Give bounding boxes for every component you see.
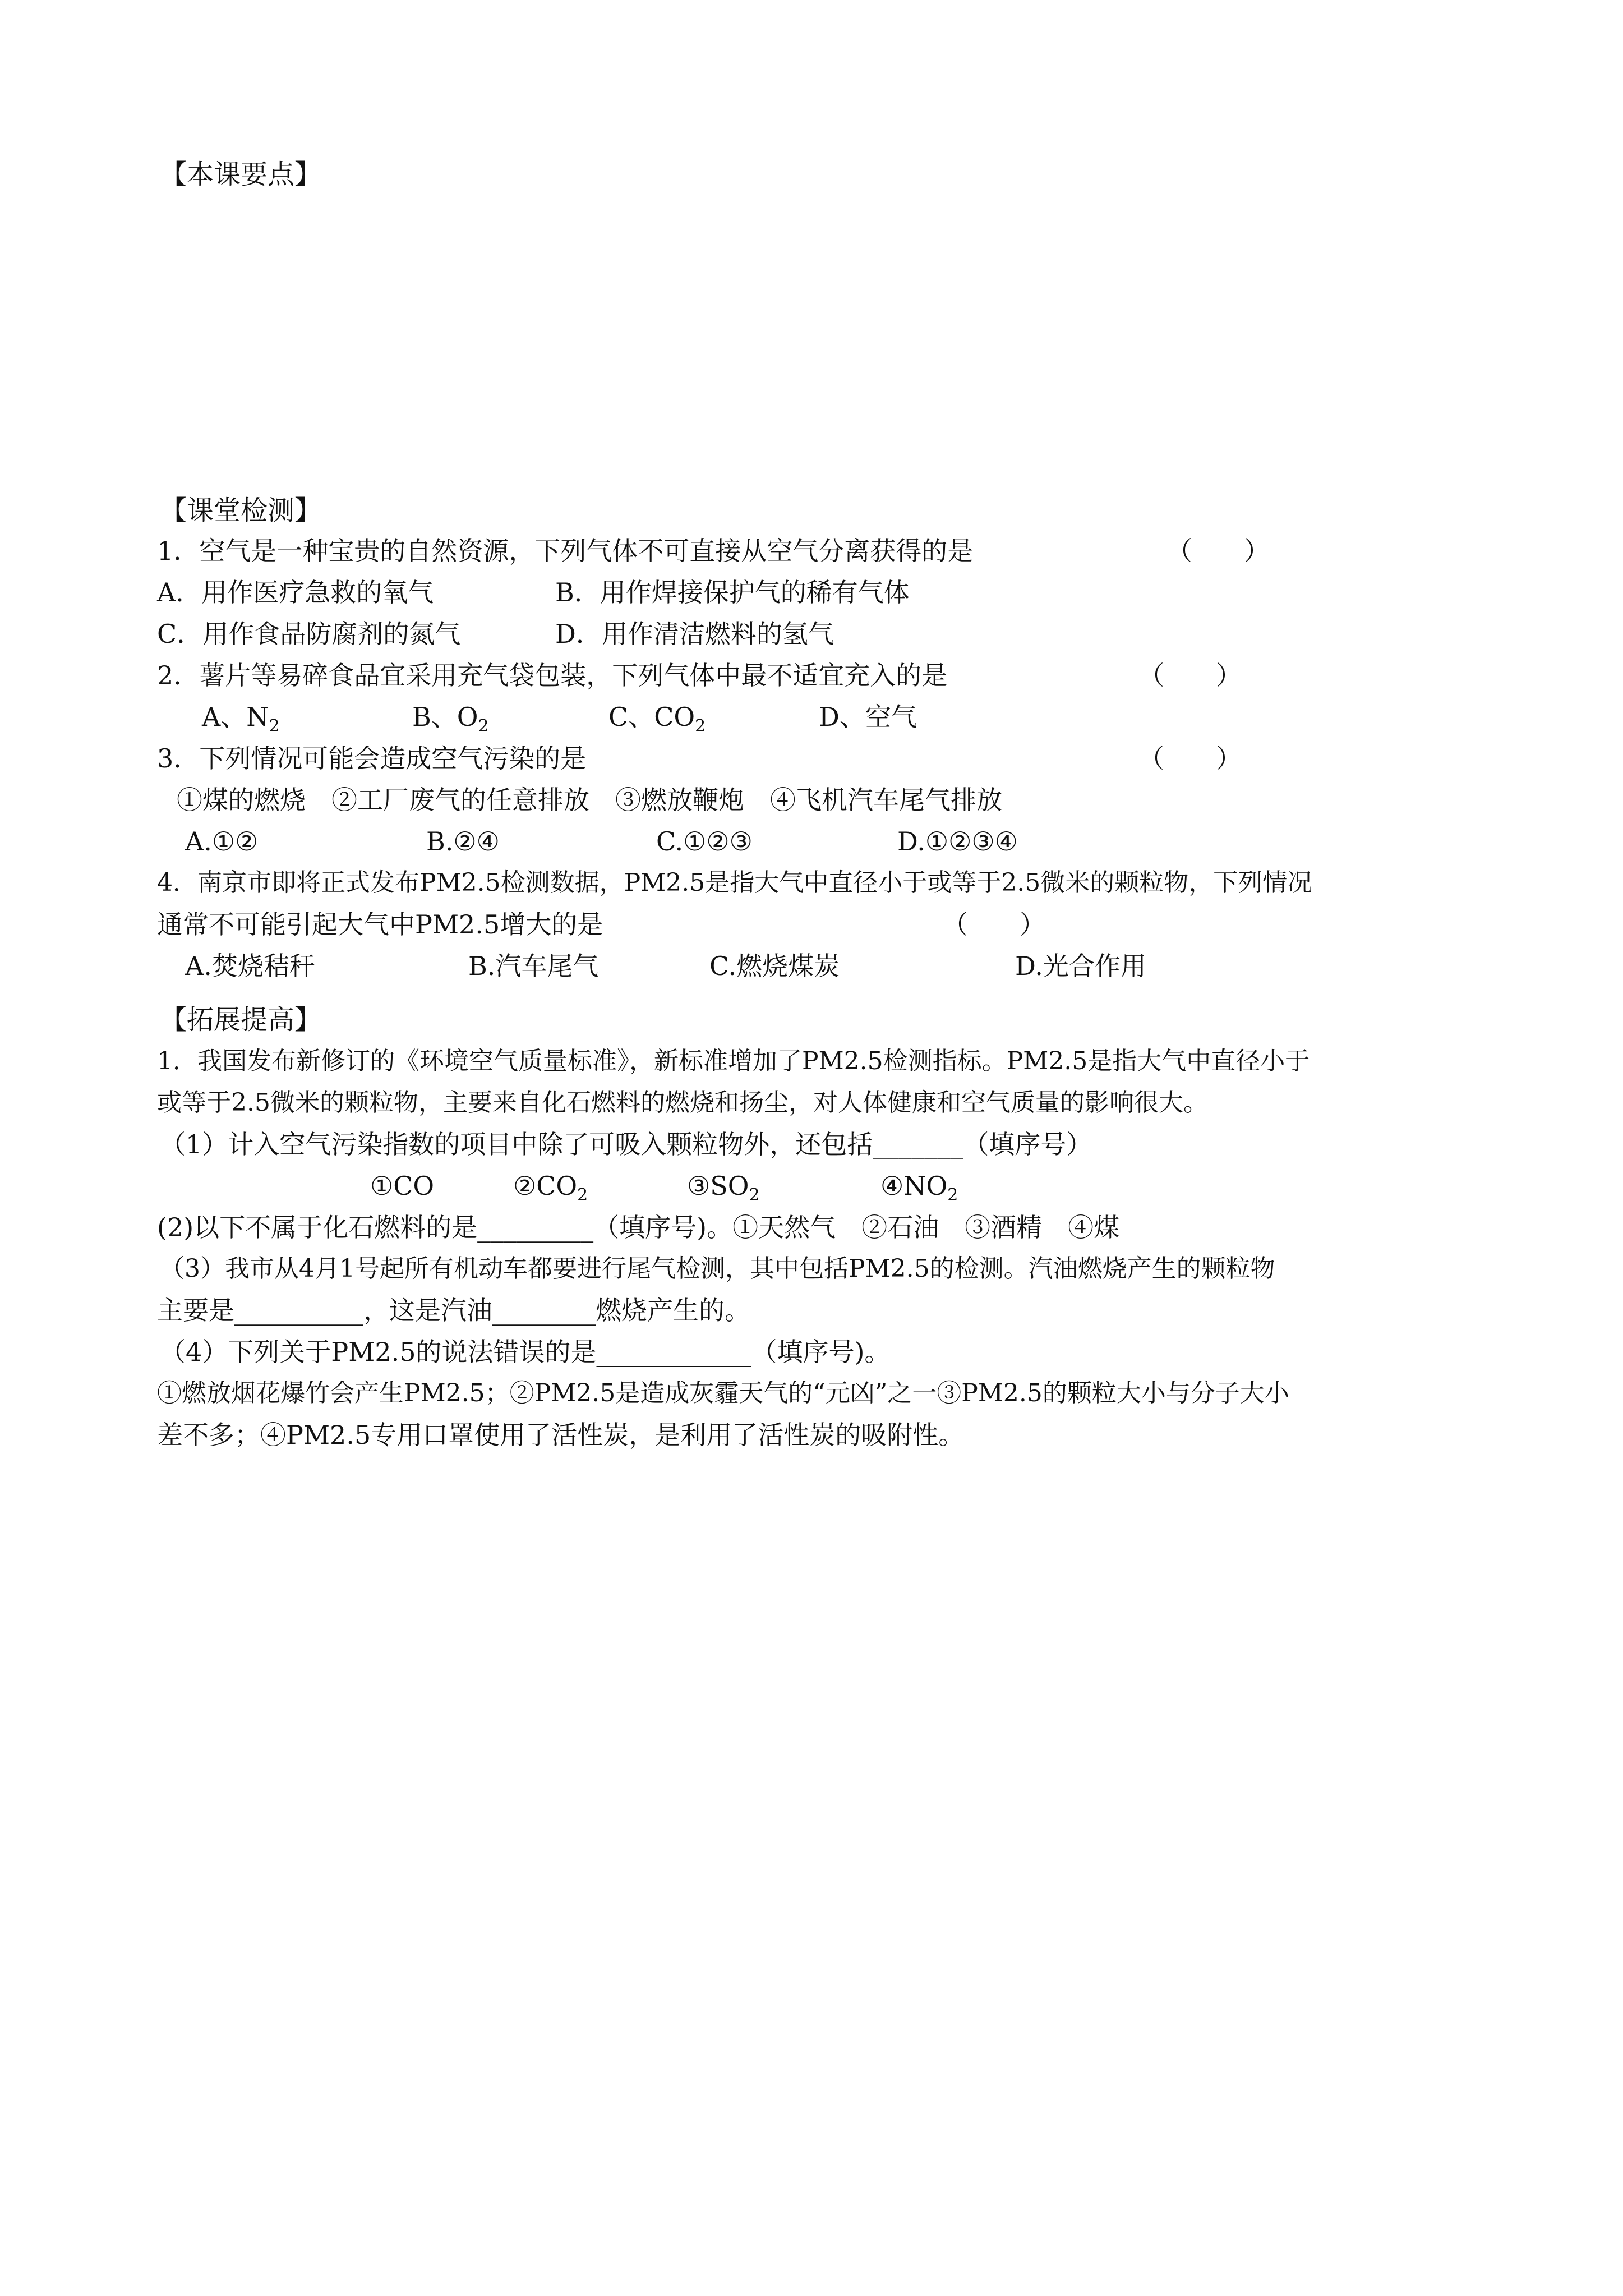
q2-option-d: D、空气 [819, 702, 917, 732]
q2-option-a: A、$N_2$ [202, 702, 280, 736]
ext-part1-option-4: $④NO_2$ [880, 1171, 958, 1205]
q1-option-b: B．用作焊接保护气的稀有气体 [555, 577, 910, 608]
ext-part3-line1: （3）我市从4月1号起所有机动车都要进行尾气检测，其中包括PM2.5的检测。汽油燃烧产生的颗粒物 [160, 1254, 1275, 1283]
ext-part1-option-2: $②CO_2$ [513, 1171, 588, 1205]
q2-option-b: B、$O_2$ [412, 702, 489, 736]
q1-option-a: A．用作医疗急救的氧气 [157, 577, 434, 608]
q3-items: ①煤的燃烧 ②工厂废气的任意排放 ③燃放鞭炮 ④飞机汽车尾气排放 [177, 785, 1002, 815]
q4-option-b: B.汽车尾气 [468, 951, 599, 981]
q4-stem-line2: 通常不可能引起大气中PM2.5增大的是 [157, 909, 603, 940]
q4-answer-paren: （ ） [942, 909, 1045, 940]
q3-option-a: A.①② [185, 826, 259, 857]
ext-part2-question: (2)以下不属于化石燃料的是_________（填序号)。①天然气 ②石油 ③酒精 ④煤 [157, 1212, 1120, 1243]
q3-option-b: B.②④ [426, 826, 500, 857]
ext-part4-line1: ①燃放烟花爆竹会产生PM2.5；②PM2.5是造成灰霾天气的“元凶”之一③PM2.5的颗粒大小与分子大小 [157, 1379, 1289, 1407]
ext-part3-line2: 主要是__________，这是汽油________燃烧产生的。 [157, 1295, 750, 1326]
section-heading-key-points: 【本课要点】 [160, 159, 322, 190]
ext-part4-question: （4）下列关于PM2.5的说法错误的是____________（填序号)。 [160, 1337, 891, 1367]
q3-stem: 3．下列情况可能会造成空气污染的是 [157, 743, 587, 774]
q4-option-a: A.焚烧秸秆 [185, 951, 315, 981]
q4-option-d: D.光合作用 [1015, 951, 1146, 981]
ext-intro-line2: 或等于2.5微米的颗粒物，主要来自化石燃料的燃烧和扬尘，对人体健康和空气质量的影响很大。 [157, 1088, 1208, 1117]
q1-option-c: C．用作食品防腐剂的氮气 [157, 619, 461, 649]
section-heading-class-test: 【课堂检测】 [160, 495, 322, 526]
q2-stem: 2．薯片等易碎食品宜采用充气袋包装，下列气体中最不适宜充入的是 [157, 660, 948, 691]
q1-option-d: D．用作清洁燃料的氢气 [555, 619, 834, 649]
ext-part1-option-1: ①CO [370, 1171, 435, 1201]
ext-intro-line1: 1．我国发布新修订的《环境空气质量标准》，新标准增加了PM2.5检测指标。PM2.5是指大气中直径小于 [157, 1047, 1310, 1075]
ext-part1-option-3: $③SO_2$ [687, 1171, 760, 1205]
q1-stem: 1．空气是一种宝贵的自然资源，下列气体不可直接从空气分离获得的是 [157, 536, 974, 566]
q2-option-c: C、$CO_2$ [608, 702, 706, 736]
q1-answer-paren: （ ） [1166, 536, 1270, 566]
q4-stem-line1: 4．南京市即将正式发布PM2.5检测数据，PM2.5是指大气中直径小于或等于2.5微米的颗粒物，下列情况 [157, 868, 1312, 897]
q4-option-c: C.燃烧煤炭 [709, 951, 840, 981]
q3-option-d: D.①②③④ [897, 826, 1018, 857]
section-heading-extension: 【拓展提高】 [160, 1004, 322, 1036]
q3-answer-paren: （ ） [1138, 743, 1242, 774]
ext-part4-line2: 差不多；④PM2.5专用口罩使用了活性炭，是利用了活性炭的吸附性。 [157, 1420, 965, 1450]
ext-part1-question: （1）计入空气污染指数的项目中除了可吸入颗粒物外，还包括_______（填序号） [160, 1129, 1092, 1159]
q2-answer-paren: （ ） [1138, 660, 1242, 691]
q3-option-c: C.①②③ [656, 826, 753, 857]
